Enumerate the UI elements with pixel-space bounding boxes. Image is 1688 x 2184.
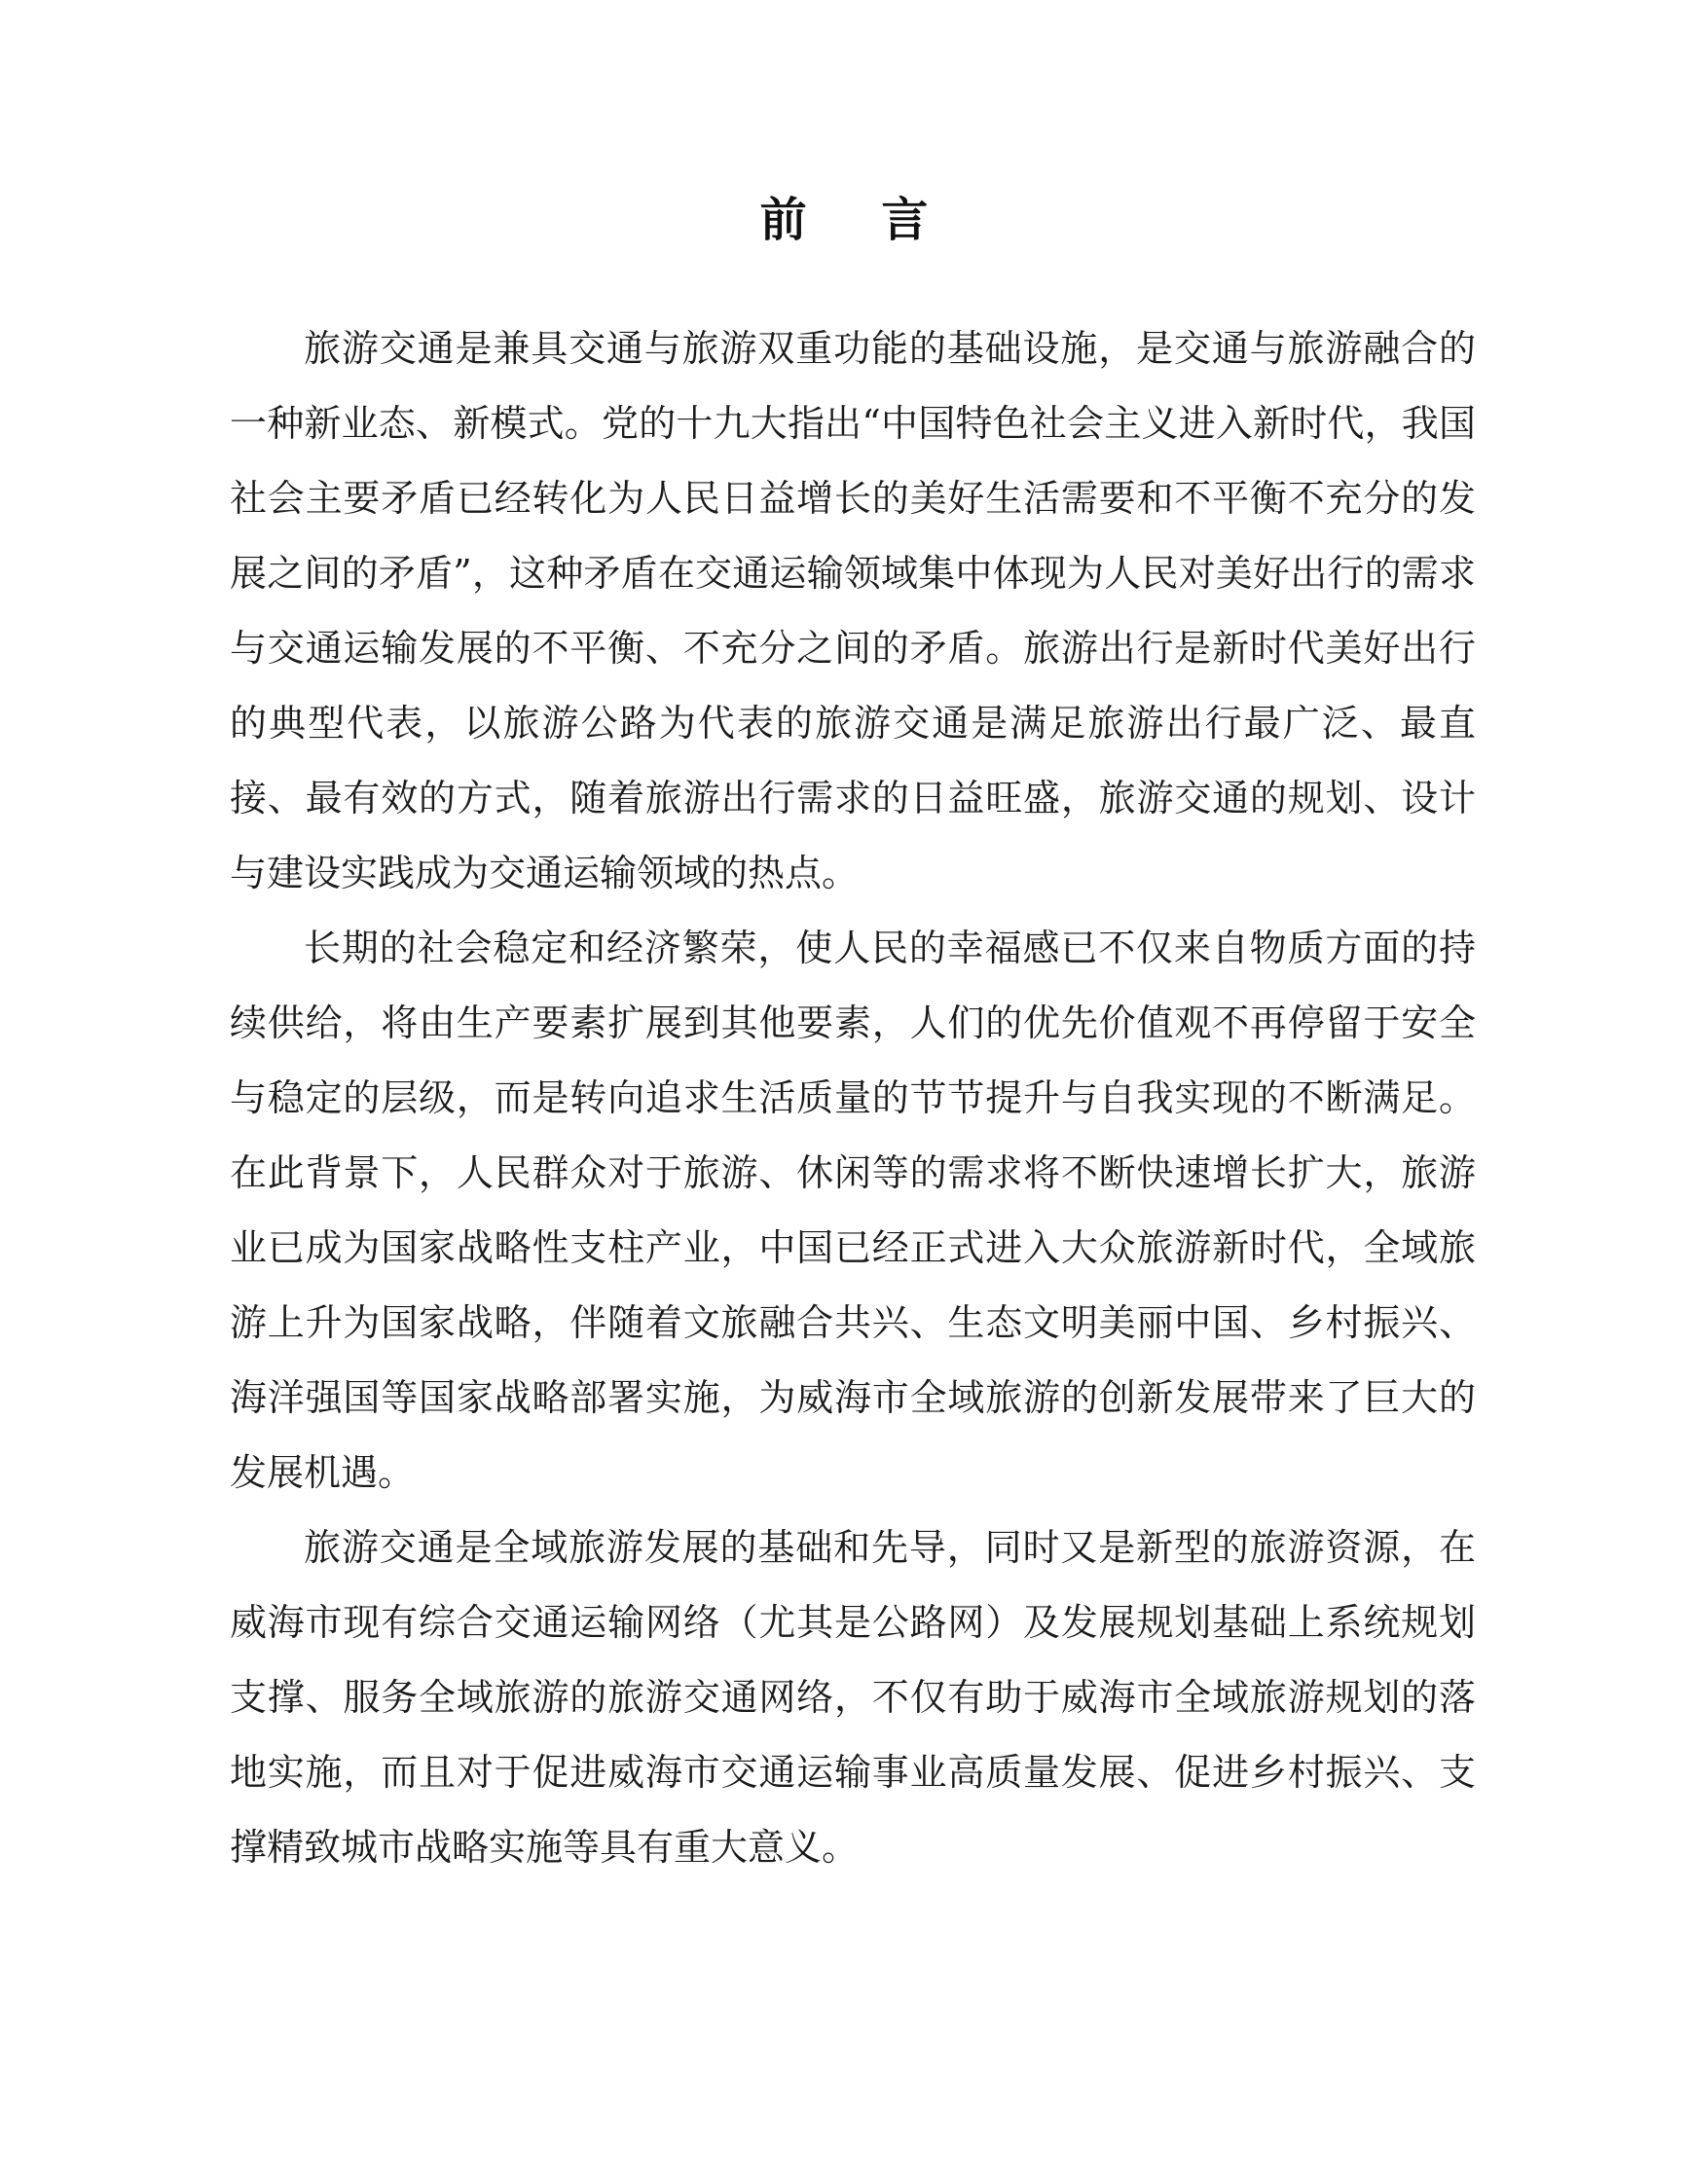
paragraph-1: 旅游交通是兼具交通与旅游双重功能的基础设施，是交通与旅游融合的一种新业态、新模式。党的十九大指出“中国特色社会主义进入新时代，我国社会主要矛盾已经转化为人民日益增长的美好生活需要和不平衡不充分的发展之间的矛盾”，这种矛盾在交通运输领域集中体现为人民对美好出行的需求与交通运输发展的不平衡、不充分之间的矛盾。旅游出行是新时代美好出行的典型代表，以旅游公路为代表的旅游交通是满足旅游出行最广泛、最直接、最有效的方式，随着旅游出行需求的日益旺盛，旅游交通的规划、设计与建设实践成为交通运输领域的热点。 [230,327,1476,894]
document-body [230,311,1476,1885]
paragraph-3: 旅游交通是全域旅游发展的基础和先导，同时又是新型的旅游资源，在威海市现有综合交通运输网络（尤其是公路网）及发展规划基础上系统规划支撑、服务全域旅游的旅游交通网络，不仅有助于威海市全域旅游规划的落地实施，而且对于促进威海市交通运输事业高质量发展、促进乡村振兴、支撑精致城市战略实施等具有重大意义。 [230,1526,1476,1869]
page-title: 前 言 [759,193,958,247]
paragraph-2: 长期的社会稳定和经济繁荣，使人民的幸福感已不仅来自物质方面的持续供给，将由生产要素扩展到其他要素，人们的优先价值观不再停留于安全与稳定的层级，而是转向追求生活质量的节节提升与自我实现的不断满足。在此背景下，人民群众对于旅游、休闲等的需求将不断快速增长扩大，旅游业已成为国家战略性支柱产业，中国已经正式进入大众旅游新时代，全域旅游上升为国家战略，伴随着文旅融合共兴、生态文明美丽中国、乡村振兴、海洋强国等国家战略部署实施，为威海市全域旅游的创新发展带来了巨大的发展机遇。 [230,927,1476,1494]
